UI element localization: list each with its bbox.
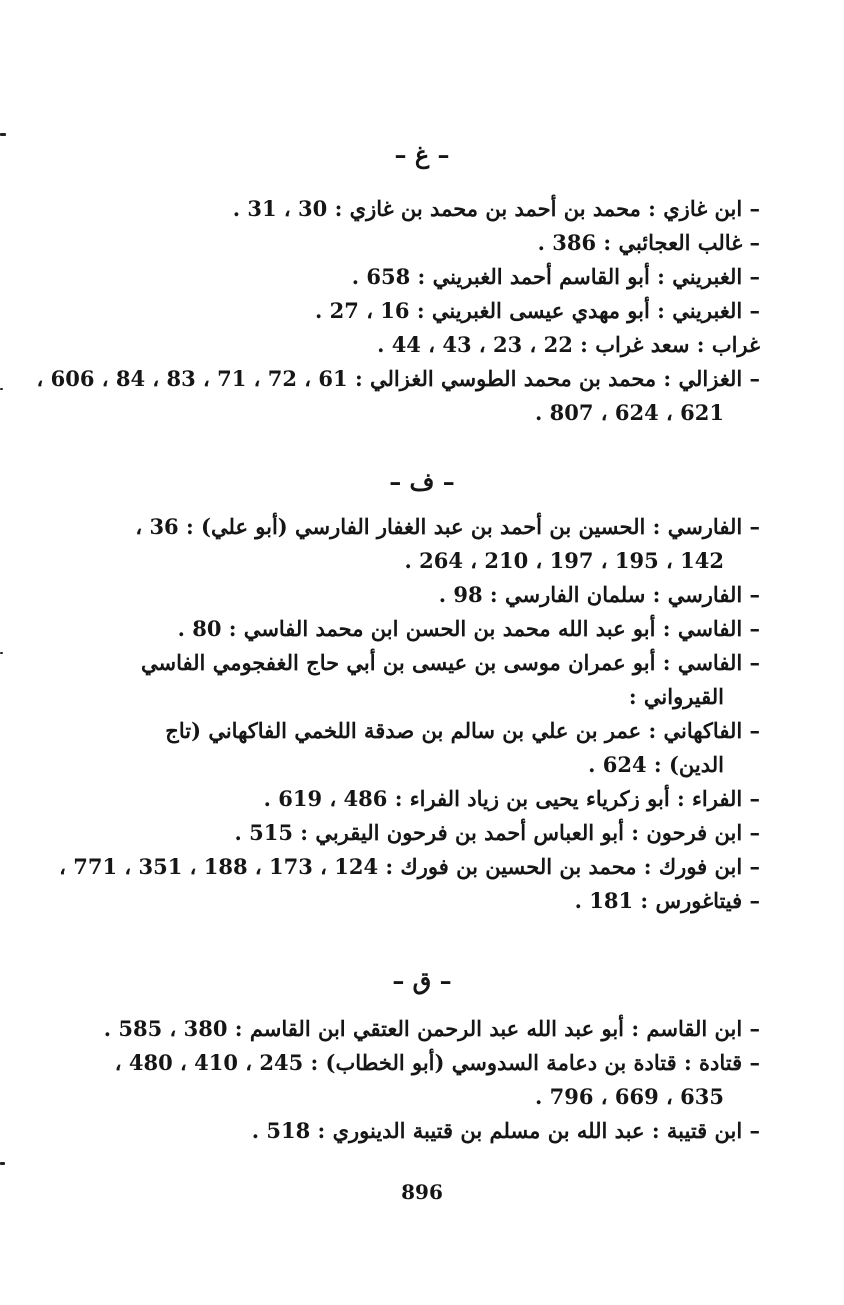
index-entry: – الفارسي : الحسين بن أحمد بن عبد الغفار الفارسي (أبو علي) : 36 ، <box>135 514 760 539</box>
index-entry: – ابن غازي : محمد بن أحمد بن محمد بن غازي : 30 ، 31 . <box>232 196 760 221</box>
page-number: 896 <box>401 1180 443 1204</box>
margin-mark <box>0 1162 5 1165</box>
index-entry-continuation: 142 ، 195 ، 197 ، 210 ، 264 . <box>404 548 724 573</box>
section-heading-fa: – ف – <box>389 467 455 496</box>
index-entry: – ابن القاسم : أبو عبد الله عبد الرحمن العتقي ابن القاسم : 380 ، 585 . <box>103 1016 760 1041</box>
index-entry-continuation: القيرواني : <box>628 684 724 709</box>
index-entry: – الفراء : أبو زكرياء يحيى بن زياد الفراء : 486 ، 619 . <box>263 786 760 811</box>
section-fa-entries <box>59 510 760 918</box>
index-entry: – ابن قتيبة : عبد الله بن مسلم بن قتيبة الدينوري : 518 . <box>251 1118 760 1143</box>
section-qaf-entries <box>88 1012 760 1148</box>
index-entry: – ابن فورك : محمد بن الحسين بن فورك : 124 ، 173 ، 188 ، 351 ، 771 ، <box>59 854 760 879</box>
section-ghayn-entries <box>36 192 760 430</box>
index-entry: – الفاسي : أبو عبد الله محمد بن الحسن ابن محمد الفاسي : 80 . <box>177 616 760 641</box>
index-entry: – الفارسي : سلمان الفارسي : 98 . <box>438 582 760 607</box>
index-entry: – الغزالي : محمد بن محمد الطوسي الغزالي : 61 ، 72 ، 71 ، 83 ، 84 ، 606 ، <box>36 366 760 391</box>
margin-mark <box>0 133 6 136</box>
index-entry: – الفاسي : أبو عمران موسى بن عيسى بن أبي حاج الغفجومي الفاسي <box>141 650 760 675</box>
index-entry-continuation: 635 ، 669 ، 796 . <box>535 1084 724 1109</box>
index-entry: – فيتاغورس : 181 . <box>574 888 760 913</box>
index-entry: – قتادة : قتادة بن دعامة السدوسي (أبو الخطاب) : 245 ، 410 ، 480 ، <box>114 1050 760 1075</box>
index-entry-continuation: 621 ، 624 ، 807 . <box>535 400 724 425</box>
index-entry: – الغبريني : أبو مهدي عيسى الغبريني : 16 ، 27 . <box>315 298 760 323</box>
index-entry: – غالب العجائبي : 386 . <box>537 230 760 255</box>
index-entry-continuation: الدين) : 624 . <box>588 752 724 777</box>
margin-mark <box>0 652 3 654</box>
index-entry: – الفاكهاني : عمر بن علي بن سالم بن صدقة اللخمي الفاكهاني (تاج <box>165 718 760 743</box>
margin-mark <box>0 388 3 390</box>
section-heading-qaf: – ق – <box>392 966 452 995</box>
index-entry: – الغبريني : أبو القاسم أحمد الغبريني : 658 . <box>351 264 760 289</box>
section-heading-ghayn: – غ – <box>394 140 450 169</box>
index-entry: – ابن فرحون : أبو العباس أحمد بن فرحون اليقربي : 515 . <box>234 820 760 845</box>
index-entry: غراب : سعد غراب : 22 ، 23 ، 43 ، 44 . <box>377 332 760 357</box>
